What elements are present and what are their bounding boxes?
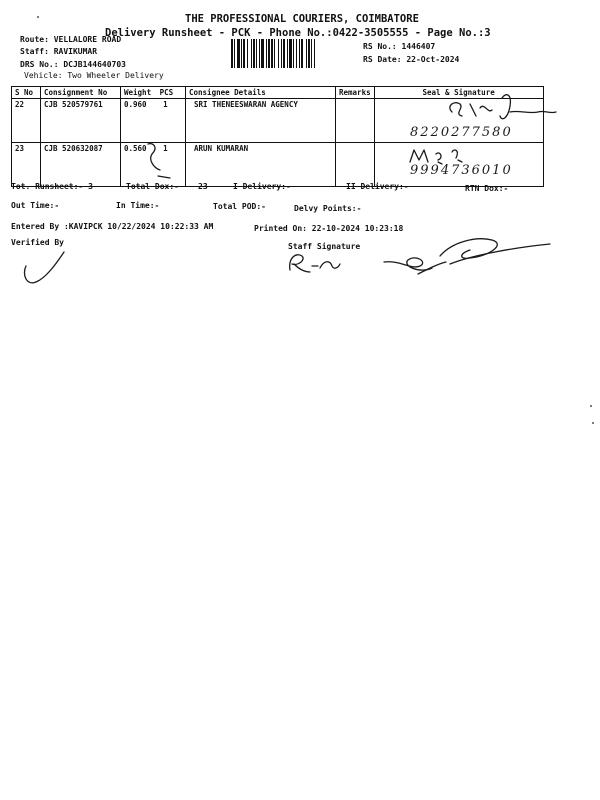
document-title: THE PROFESSIONAL COURIERS, COIMBATORE (185, 13, 419, 25)
scan-speck (590, 405, 592, 407)
handwritten-tick (140, 138, 180, 183)
out-time-label: Out Time:- (11, 201, 60, 210)
header-remarks: Remarks (336, 87, 375, 99)
header-weight-pcs (121, 87, 186, 99)
header-pcs: PCS (159, 88, 174, 97)
in-time-label: In Time:- (116, 201, 160, 210)
staff-signature (284, 250, 344, 276)
header-signature: Seal & Signature (374, 87, 543, 99)
entered-by: Entered By :KAVIPCK 10/22/2024 10:22:33 AM (11, 222, 214, 231)
cell-weight: 0.960 (124, 100, 147, 109)
barcode-bar (314, 39, 315, 68)
scan-speck (592, 422, 594, 424)
header-consignment: Consignment No (41, 87, 121, 99)
i-delivery-label: I Delivery:- (233, 182, 291, 191)
drs-label: DRS No.: DCJB144640703 (20, 60, 126, 69)
cell-weight-pcs (121, 99, 186, 143)
cell-sno: 23 (12, 143, 41, 187)
total-dox-label: Total Dox:- (126, 182, 179, 191)
cell-remarks (336, 143, 375, 187)
barcode (231, 39, 350, 68)
total-pod-label: Total POD:- (213, 202, 266, 211)
cell-pcs: 1 (163, 144, 168, 153)
header-consignee: Consignee Details (186, 87, 336, 99)
ii-delivery-label: II Delivery:- (346, 182, 409, 191)
cell-consignment: CJB 520579761 (41, 99, 121, 143)
cell-consignee: ARUN KUMARAN (186, 143, 336, 187)
rs-no-label: RS No.: 1446407 (363, 42, 436, 51)
tot-runsheet: Tot. Runsheet:- 3 (11, 182, 93, 191)
verified-by-label: Verified By (11, 238, 64, 247)
handwritten-phone-row2: 9994736010 (410, 163, 513, 178)
total-dox-value: 23 (198, 182, 208, 191)
header-weight: Weight (124, 88, 152, 97)
cell-weight: 0.560 (124, 144, 147, 153)
cell-remarks (336, 99, 375, 143)
document-subtitle: Delivery Runsheet - PCK - Phone No.:0422-3505555 - Page No.:3 (105, 27, 491, 39)
cell-sno: 22 (12, 99, 41, 143)
delvy-points-label: Delvy Points:- (294, 204, 362, 213)
header-sno: S No (12, 87, 41, 99)
handwritten-phone-row1: 8220277580 (410, 125, 513, 140)
staff-label: Staff: RAVIKUMAR (20, 47, 98, 56)
printed-on: Printed On: 22-10-2024 10:23:18 (254, 224, 404, 233)
route-label: Route: VELLALORE ROAD (20, 35, 122, 44)
cell-consignment: CJB 520632087 (41, 143, 121, 187)
cell-pcs: 1 (163, 100, 168, 109)
staff-signature-label: Staff Signature (288, 242, 361, 251)
rtn-dox-label: RTN Dox:- (465, 184, 509, 193)
scan-speck (37, 16, 39, 18)
staff-signature-large (380, 234, 560, 279)
verified-signature (18, 248, 68, 290)
vehicle-label: Vehicle: Two Wheeler Delivery (24, 71, 164, 80)
rs-date-label: RS Date: 22-Oct-2024 (363, 55, 460, 64)
cell-consignee: SRI THENEESWARAN AGENCY (186, 99, 336, 143)
